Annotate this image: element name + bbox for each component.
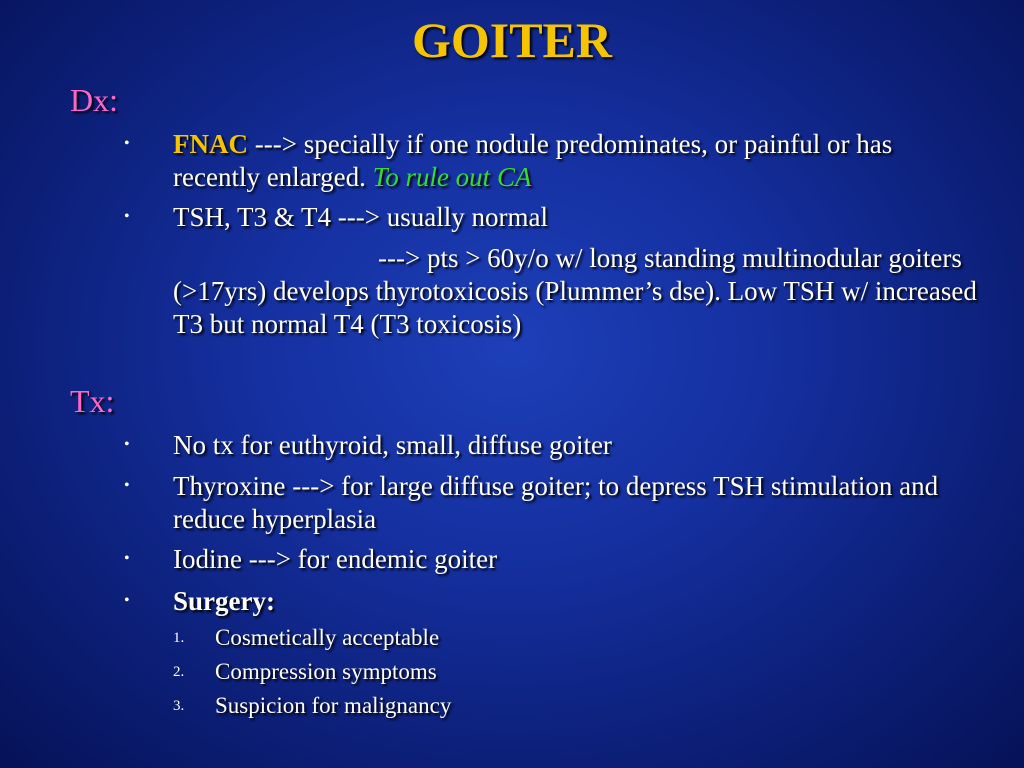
dx-item-tsh: TSH, T3 & T4 ---> usually normal	[173, 202, 548, 232]
tx-item-iodine: Iodine ---> for endemic goiter	[173, 544, 498, 574]
tx-item-surgery: Surgery:	[173, 586, 275, 616]
dx-item-plummer	[173, 242, 983, 341]
tx-item-no-tx: No tx for euthyroid, small, diffuse goiter	[173, 430, 612, 460]
surgery-item: Cosmetically acceptable	[215, 625, 440, 650]
tx-heading: Tx:	[70, 383, 115, 419]
fnac-text: ---> specially if one nodule predominates, or painful or has recently enlarged.	[173, 129, 893, 192]
bullet-marker: •	[124, 477, 130, 494]
dx-heading: Dx:	[70, 82, 118, 118]
slide-title: GOITER	[411, 12, 613, 68]
surgery-number: 1.	[173, 630, 185, 646]
surgery-number: 3.	[173, 698, 185, 714]
bullet-marker: •	[124, 208, 130, 225]
surgery-item: Compression symptoms	[215, 659, 437, 684]
rule-out-ca-text: To rule out CA	[372, 162, 532, 192]
bullet-marker: •	[124, 592, 130, 609]
plummer-text: ---> pts > 60y/o w/ long standing multinodular goiters (>17yrs) develops thyrotoxicosis (Plummer’s dse). Low TSH w/ increased T3 but normal T4 (T3 toxicosis)	[173, 243, 977, 339]
bullet-marker: •	[124, 550, 130, 567]
fnac-label: FNAC	[173, 129, 248, 159]
dx-item-fnac	[173, 128, 983, 194]
bullet-marker: •	[124, 135, 130, 152]
bullet-marker: •	[124, 436, 130, 453]
surgery-number: 2.	[173, 664, 185, 680]
tx-item-thyroxine: Thyroxine ---> for large diffuse goiter; to depress TSH stimulation and reduce hyperplasia	[173, 471, 939, 534]
surgery-item: Suspicion for malignancy	[215, 693, 452, 718]
